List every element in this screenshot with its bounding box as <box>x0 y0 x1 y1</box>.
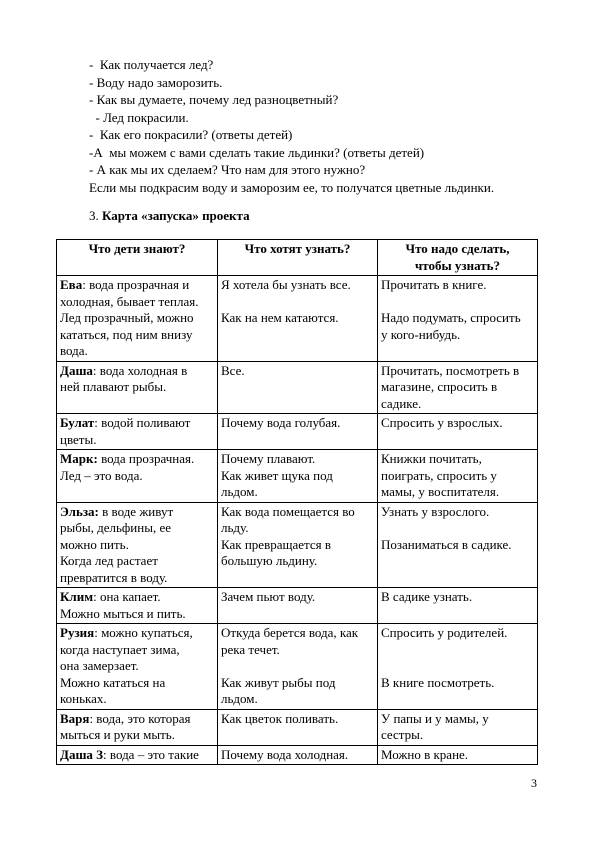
cell-know <box>57 624 218 710</box>
cell-line <box>60 589 214 606</box>
cell-line <box>221 658 374 675</box>
cell-line <box>60 675 214 692</box>
cell-line: поиграть, спросить у <box>381 467 497 483</box>
dialog-block <box>89 56 529 196</box>
column-header-line: Что хотят узнать? <box>244 241 351 256</box>
cell-line: Почему плавают. <box>221 451 316 466</box>
dialog-line: - Лед покрасили. <box>89 109 189 125</box>
cell-line <box>60 727 214 744</box>
dialog-line: Если мы подкрасим воду и заморозим ее, то получатся цветные льдинки. <box>89 179 495 195</box>
cell-line: Откуда берется вода, как <box>221 625 359 640</box>
cell-line <box>60 658 214 675</box>
child-name: Варя <box>60 710 90 726</box>
cell-want <box>218 450 378 503</box>
cell-text: Можно мыться и пить. <box>60 605 186 621</box>
cell-text: Лед прозрачный, можно <box>60 310 194 325</box>
cell-text: кататься, под ним внизу <box>60 326 193 342</box>
cell-line <box>381 520 534 537</box>
dialog-line: - Воду надо заморозить. <box>89 74 223 90</box>
cell-want <box>218 414 378 450</box>
cell-line <box>60 570 214 587</box>
cell-text: холодная, бывает теплая. <box>60 293 199 309</box>
cell-line: Прочитать в книге. <box>381 277 487 292</box>
cell-want <box>218 624 378 710</box>
cell-line <box>221 294 374 311</box>
cell-line: льдом. <box>221 691 258 706</box>
table-row <box>57 588 538 624</box>
cell-text: можно пить. <box>60 536 129 552</box>
cell-line: Узнать у взрослого. <box>381 503 490 519</box>
cell-line: Книжки почитать, <box>381 451 482 466</box>
cell-todo <box>378 450 538 503</box>
column-header <box>57 240 218 276</box>
cell-line <box>60 415 214 432</box>
cell-know <box>57 450 218 503</box>
cell-line <box>60 520 214 537</box>
cell-line <box>60 343 214 360</box>
section-number: 3. <box>89 208 102 223</box>
cell-line: Зачем пьют воду. <box>221 589 316 604</box>
child-name: Даша З <box>60 746 104 762</box>
cell-line <box>381 642 534 659</box>
cell-todo <box>378 709 538 745</box>
cell-want <box>218 361 378 414</box>
cell-text: Лед – это вода. <box>60 467 143 483</box>
table-row <box>57 450 538 503</box>
cell-line <box>60 553 214 570</box>
cell-text: коньках. <box>60 691 107 706</box>
cell-line: река течет. <box>221 641 280 657</box>
cell-line: В садике узнать. <box>381 589 473 604</box>
cell-todo <box>378 745 538 765</box>
cell-line: Как цветок поливать. <box>221 710 339 726</box>
cell-know <box>57 414 218 450</box>
cell-line <box>60 537 214 554</box>
cell-text: Когда лед растает <box>60 553 158 568</box>
cell-text: превратится в воду. <box>60 569 168 585</box>
dialog-line: -А мы можем с вами сделать такие льдинки? (ответы детей) <box>89 144 425 160</box>
cell-text: : водой поливают <box>94 415 191 430</box>
cell-line <box>60 277 214 294</box>
section-heading <box>89 208 250 224</box>
cell-line: Спросить у родителей. <box>381 625 508 640</box>
cell-line <box>60 294 214 311</box>
cell-know <box>57 709 218 745</box>
cell-line: Почему вода голубая. <box>221 415 341 430</box>
cell-know <box>57 361 218 414</box>
cell-text: : вода, это которая <box>89 710 191 726</box>
cell-text: Можно кататься на <box>60 674 166 690</box>
cell-know <box>57 745 218 765</box>
table-body <box>57 276 538 765</box>
cell-todo <box>378 624 538 710</box>
table-row <box>57 624 538 710</box>
table-row <box>57 414 538 450</box>
section-title: Карта «запуска» проекта <box>102 208 250 223</box>
cell-text: рыбы, дельфины, ее <box>60 520 171 535</box>
child-name: Рузия <box>60 625 95 640</box>
cell-line: Как вода помещается во <box>221 503 355 519</box>
cell-line: Почему вода холодная. <box>221 746 349 762</box>
cell-line <box>60 606 214 623</box>
page-number: 3 <box>531 776 537 790</box>
cell-line <box>60 363 214 380</box>
cell-line <box>60 327 214 344</box>
column-header-line: чтобы узнать? <box>414 257 501 273</box>
cell-line: Как на нем катаются. <box>221 310 339 325</box>
cell-text: : можно купаться, <box>94 625 193 640</box>
cell-line: Прочитать, посмотреть в <box>381 362 520 378</box>
cell-todo <box>378 361 538 414</box>
cell-want <box>218 588 378 624</box>
table-row <box>57 361 538 414</box>
table-row <box>57 276 538 362</box>
child-name: Булат <box>60 415 95 430</box>
cell-text: вода. <box>60 343 88 358</box>
cell-line <box>381 294 534 311</box>
cell-line: Как живут рыбы под <box>221 674 336 690</box>
column-header <box>218 240 378 276</box>
cell-line: магазине, спросить в <box>381 379 498 394</box>
cell-line: садике. <box>381 395 422 411</box>
cell-line: Надо подумать, спросить <box>381 310 521 325</box>
table-row <box>57 502 538 588</box>
dialog-line: - А как мы их сделаем? Что нам для этого нужно? <box>89 162 366 177</box>
cell-text: : вода – это такие <box>103 746 199 762</box>
table-row <box>57 745 538 765</box>
cell-todo <box>378 414 538 450</box>
cell-todo <box>378 502 538 588</box>
cell-line: Позаниматься в садике. <box>381 536 512 552</box>
cell-line: Все. <box>221 362 245 378</box>
column-header <box>378 240 538 276</box>
cell-line: большую льдину. <box>221 553 318 568</box>
cell-text: она замерзает. <box>60 658 139 673</box>
cell-line <box>60 642 214 659</box>
dialog-line: - Как его покрасили? (ответы детей) <box>89 127 293 142</box>
cell-line: льду. <box>221 520 249 535</box>
cell-text: цветы. <box>60 431 97 447</box>
cell-text: ней плавают рыбы. <box>60 379 167 394</box>
cell-text: вода прозрачная. <box>97 451 195 466</box>
cell-want <box>218 709 378 745</box>
child-name: Даша <box>60 362 93 378</box>
column-header-line: Что надо сделать, <box>405 241 510 256</box>
cell-line: Спросить у взрослых. <box>381 415 503 430</box>
cell-know <box>57 502 218 588</box>
dialog-line: - Как получается лед? <box>89 57 214 72</box>
cell-line <box>60 625 214 642</box>
cell-want <box>218 276 378 362</box>
child-name: Клим <box>60 589 94 604</box>
cell-line: у кого-нибудь. <box>381 326 461 342</box>
cell-line <box>381 658 534 675</box>
cell-line <box>60 691 214 708</box>
cell-text: : вода прозрачная и <box>82 277 190 292</box>
cell-line: Можно в кране. <box>381 746 469 762</box>
cell-know <box>57 276 218 362</box>
cell-line: Как живет щука под <box>221 467 333 483</box>
child-name: Ева <box>60 277 83 292</box>
cell-text: : она капает. <box>93 589 161 604</box>
cell-line <box>60 432 214 449</box>
cell-line: льдом. <box>221 484 258 499</box>
cell-todo <box>378 276 538 362</box>
cell-text: мыться и руки мыть. <box>60 727 175 742</box>
table-header-row <box>57 240 538 276</box>
cell-text: когда наступает зима, <box>60 641 180 657</box>
dialog-line: - Как вы думаете, почему лед разноцветный? <box>89 92 339 107</box>
cell-line <box>60 504 214 521</box>
cell-todo <box>378 588 538 624</box>
cell-want <box>218 745 378 765</box>
child-name: Эльза: <box>60 503 99 519</box>
cell-text: : вода холодная в <box>92 362 188 378</box>
cell-want <box>218 502 378 588</box>
cell-line <box>60 747 214 764</box>
cell-text: в воде живут <box>98 503 174 519</box>
cell-line <box>60 468 214 485</box>
cell-line <box>60 379 214 396</box>
cell-line <box>60 451 214 468</box>
cell-line: Я хотела бы узнать все. <box>221 277 351 292</box>
cell-line: сестры. <box>381 727 424 742</box>
cell-line: В книге посмотреть. <box>381 674 495 690</box>
cell-line: мамы, у воспитателя. <box>381 484 500 499</box>
cell-line <box>60 711 214 728</box>
child-name: Марк: <box>60 451 98 466</box>
cell-line <box>60 310 214 327</box>
project-launch-table <box>56 239 538 765</box>
column-header-line: Что дети знают? <box>88 241 186 256</box>
cell-line: У папы и у мамы, у <box>381 710 489 726</box>
cell-know <box>57 588 218 624</box>
cell-line: Как превращается в <box>221 536 331 552</box>
table-row <box>57 709 538 745</box>
